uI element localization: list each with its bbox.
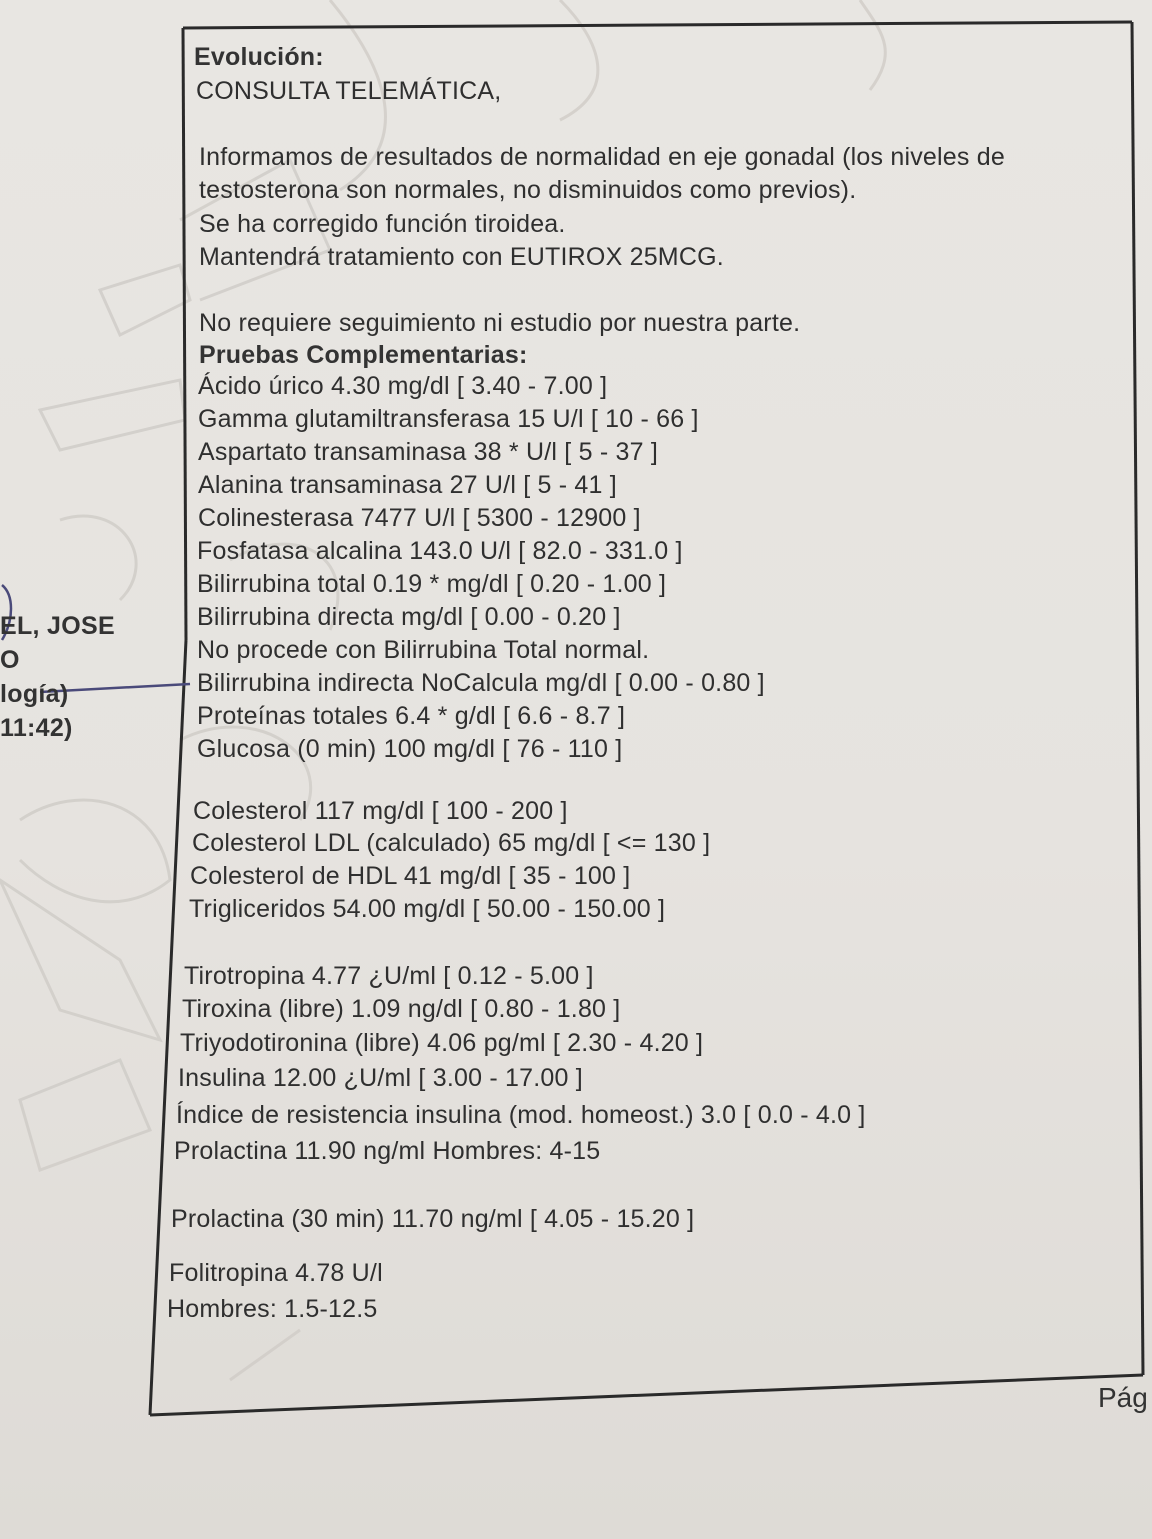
test-result-line: Colesterol LDL (calculado) 65 mg/dl [ <= 130 ] bbox=[192, 829, 711, 857]
test-result-line: Gamma glutamiltransferasa 15 U/l [ 10 - 66 ] bbox=[198, 405, 699, 433]
patient-name-fragment: EL, JOSE bbox=[0, 612, 115, 640]
test-result-line: Hombres: 1.5-12.5 bbox=[167, 1295, 378, 1323]
test-result-line: Insulina 12.00 ¿U/ml [ 3.00 - 17.00 ] bbox=[178, 1064, 583, 1092]
test-result-line: Alanina transaminasa 27 U/l [ 5 - 41 ] bbox=[198, 471, 617, 499]
page-number-label: Pág bbox=[1098, 1382, 1148, 1413]
test-result-line: No procede con Bilirrubina Total normal. bbox=[197, 636, 650, 664]
test-result-line: Ácido úrico 4.30 mg/dl [ 3.40 - 7.00 ] bbox=[198, 372, 608, 400]
consultation-type: CONSULTA TELEMÁTICA, bbox=[196, 77, 502, 105]
followup-note: No requiere seguimiento ni estudio por nuestra parte. bbox=[199, 309, 801, 337]
test-result-line: Tirotropina 4.77 ¿U/ml [ 0.12 - 5.00 ] bbox=[184, 962, 594, 990]
test-result-line: Bilirrubina indirecta NoCalcula mg/dl [ 0.00 - 0.80 ] bbox=[197, 669, 765, 697]
test-result-line: Triyodotironina (libre) 4.06 pg/ml [ 2.30 - 4.20 ] bbox=[180, 1029, 704, 1057]
department-fragment: logía) bbox=[0, 680, 69, 708]
test-result-line: Folitropina 4.78 U/l bbox=[169, 1259, 383, 1287]
paragraph-line: testosterona son normales, no disminuidos como previos). bbox=[199, 176, 857, 204]
tests-heading: Pruebas Complementarias: bbox=[199, 341, 528, 369]
test-result-line: Tiroxina (libre) 1.09 ng/dl [ 0.80 - 1.80 ] bbox=[182, 995, 621, 1023]
test-result-line: Trigliceridos 54.00 mg/dl [ 50.00 - 150.00 ] bbox=[189, 895, 666, 923]
test-result-line: Prolactina (30 min) 11.70 ng/ml [ 4.05 - 15.20 ] bbox=[171, 1205, 695, 1233]
test-result-line: Colesterol 117 mg/dl [ 100 - 200 ] bbox=[193, 797, 568, 825]
time-fragment: 11:42) bbox=[0, 714, 73, 742]
section-heading: Evolución: bbox=[194, 43, 324, 71]
patient-name-fragment-2: O bbox=[0, 646, 20, 674]
test-result-line: Bilirrubina total 0.19 * mg/dl [ 0.20 - 1.00 ] bbox=[197, 570, 667, 598]
test-result-line: Proteínas totales 6.4 * g/dl [ 6.6 - 8.7 ] bbox=[197, 702, 626, 730]
paragraph-line: Mantendrá tratamiento con EUTIROX 25MCG. bbox=[199, 243, 724, 271]
test-result-line: Índice de resistencia insulina (mod. homeost.) 3.0 [ 0.0 - 4.0 ] bbox=[176, 1101, 866, 1129]
paragraph-line: Informamos de resultados de normalidad en eje gonadal (los niveles de bbox=[199, 143, 1005, 171]
test-result-line: Fosfatasa alcalina 143.0 U/l [ 82.0 - 331.0 ] bbox=[197, 537, 683, 565]
test-result-line: Aspartato transaminasa 38 * U/l [ 5 - 37 ] bbox=[198, 438, 659, 466]
test-result-line: Bilirrubina directa mg/dl [ 0.00 - 0.20 ] bbox=[197, 603, 621, 631]
test-result-line: Prolactina 11.90 ng/ml Hombres: 4-15 bbox=[174, 1137, 601, 1165]
test-result-line: Colinesterasa 7477 U/l [ 5300 - 12900 ] bbox=[198, 504, 641, 532]
test-result-line: Glucosa (0 min) 100 mg/dl [ 76 - 110 ] bbox=[197, 735, 623, 763]
test-result-line: Colesterol de HDL 41 mg/dl [ 35 - 100 ] bbox=[190, 862, 631, 890]
paragraph-line: Se ha corregido función tiroidea. bbox=[199, 210, 566, 238]
